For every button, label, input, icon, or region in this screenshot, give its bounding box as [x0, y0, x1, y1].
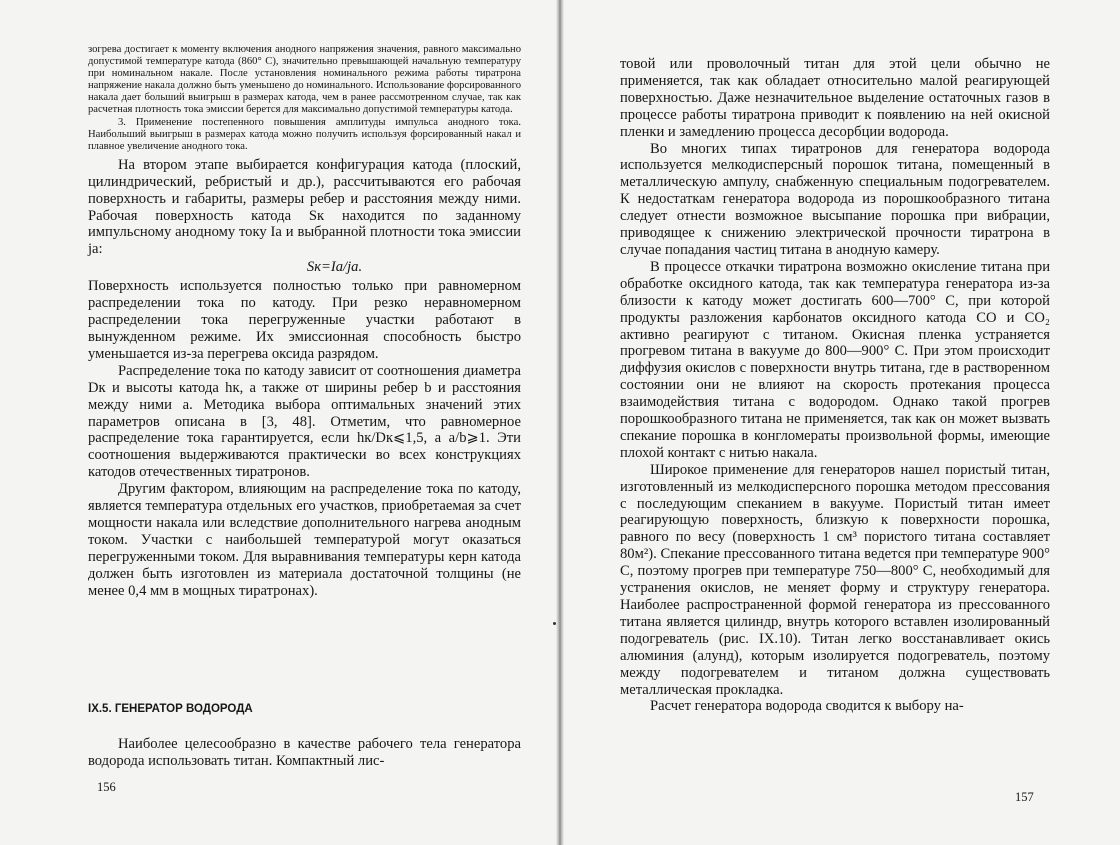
left-bottom-text	[88, 736, 521, 770]
body-paragraph: товой или проволочный титан для этой цели обычно не применяется, так как обладает относительно малой реагирующей поверхностью. Даже незначительное выделение остаточных газов в процессе работы тиратрона приводит к появлению на ней окисной пленки и замедлению процесса десорбции водорода.	[620, 56, 1050, 140]
body-paragraph: В процессе откачки тиратрона возможно окисление титана при обработке оксидного катода, так как температура генератора из-за близости к катоду может достигать 600—700° С, при которой продукты разложения карбонатов оксидного катода CO и CO₂ активно реагируют с титаном. Окисная пленка устраняется прогревом титана в вакууме до 800—900° С. При этом происходит диффузия окислов с поверхности внутрь титана, где в растворенном состоянии они не влияют на скорость протекания процесса взаимодействия титана с водородом. Однако такой прогрев порошкообразного титана не применяется, так как он может вызвать спекание порошка в конгломераты произвольной формы, имеющие плохой контакт с нитью накала.	[620, 258, 1050, 461]
note-paragraph: 3. Применение постепенного повышения амплитуды импульса анодного тока. Наибольший выигрыш в размерах катода можно получить используя форсированный накал и плавное увеличение анодного тока.	[88, 116, 521, 152]
right-page	[560, 0, 1120, 845]
body-paragraph: Поверхность используется полностью только при равномерном распределении тока по катоду. При резко неравномерном распределении тока перегруженные участки работают в вынужденном режиме. Их эмиссионная способность быстро уменьшается из-за перегрева оксида разрядом.	[88, 278, 521, 362]
body-paragraph: Наиболее целесообразно в качестве рабочего тела генератора водорода использовать титан. Компактный лис-	[88, 736, 521, 769]
body-paragraph: Во многих типах тиратронов для генератора водорода используется мелкодисперсный порошок титана, помещенный в металлическую ампулу, снабженную специальным подогревателем. К недостаткам генератора водорода из порошкообразного титана следует отнести возможное высыпание порошка при вибрации, приводящее к снижению электрической прочности тиратрона в случае попадания частиц титана в анодную камеру.	[620, 140, 1050, 258]
section-heading: IX.5. ГЕНЕРАТОР ВОДОРОДА	[88, 703, 253, 715]
note-paragraph: зогрева достигает к моменту включения анодного напряжения значения, равного максимально допустимой температуре катода (860° С), значительно превышающей начальную температуру при номинальном накале. После установления номинального режима работы тиратрона напряжение накала должно быть уменьшено до номинального. Использование форсированного накала дает больший выигрыш в размерах катода, чем в ранее рассмотренном случае, так как расчетная плотность тока эмиссии берется для максимально допустимой температуры катода.	[88, 44, 521, 116]
body-paragraph: На втором этапе выбирается конфигурация катода (плоский, цилиндрический, ребристый и др.), рассчитываются его рабочая поверхность и габариты, размеры ребер и расстояния между ними. Рабочая поверхность катода Sк находится по заданному импульсному анодному току Iа и выбранной плотности тока эмиссии jа:	[88, 156, 521, 258]
left-text-column	[88, 44, 521, 600]
body-paragraph: Другим фактором, влияющим на распределение тока по катоду, является температура отдельных его участков, приобретаемая за счет мощности накала или вследствие дополнительного нагрева анодным током. Участки с наибольшей температурой могут оказаться перегруженными током. Для выравнивания температуры керн катода должен быть изготовлен из материала достаточной толщины (не менее 0,4 мм в мощных тиратронах).	[88, 481, 521, 599]
formula: Sк=Iа/jа.	[306, 259, 363, 276]
body-paragraph: Расчет генератора водорода сводится к выбору на-	[650, 698, 964, 715]
page-number: 156	[97, 780, 116, 794]
body-paragraph: Распределение тока по катоду зависит от соотношения диаметра Dк и высоты катода hк, а также от ширины ребер b и расстояния между ними a. Методика выбора оптимальных значений этих параметров описана в [3, 48]. Отметим, что равномерное распределение тока гарантируется, если hк/Dк⩽1,5, а a/b⩾1. Эти соотношения выдерживаются практически во всех конструкциях катодов отечественных тиратронов.	[88, 362, 521, 481]
page-number: 157	[1015, 790, 1034, 804]
body-paragraph: Широкое применение для генераторов нашел пористый титан, изготовленный из мелкодисперсного порошка методом прессования с последующим спеканием в вакууме. Пористый титан имеет реагирующую поверхность, близкую к поверхности порошка, равного по весу (поверхность 1 см³ пористого титана составляет 80м²). Спекание прессованного титана ведется при температуре 900° С, поэтому прогрев при температуре 750—800° С, необходимый для устранения окислов, не меняет форму и структуру генератора. Наиболее распространенной формой генератора из прессованного титана является цилиндр, внутрь которого вставлен изолированный подогреватель (рис. IX.10). Титан легко восстанавливает окись алюминия (алунд), которым изолируется подогреватель, поэтому между подогревателем и титаном должна существовать металлическая прокладка.	[620, 461, 1050, 698]
right-text-column	[620, 56, 1050, 715]
